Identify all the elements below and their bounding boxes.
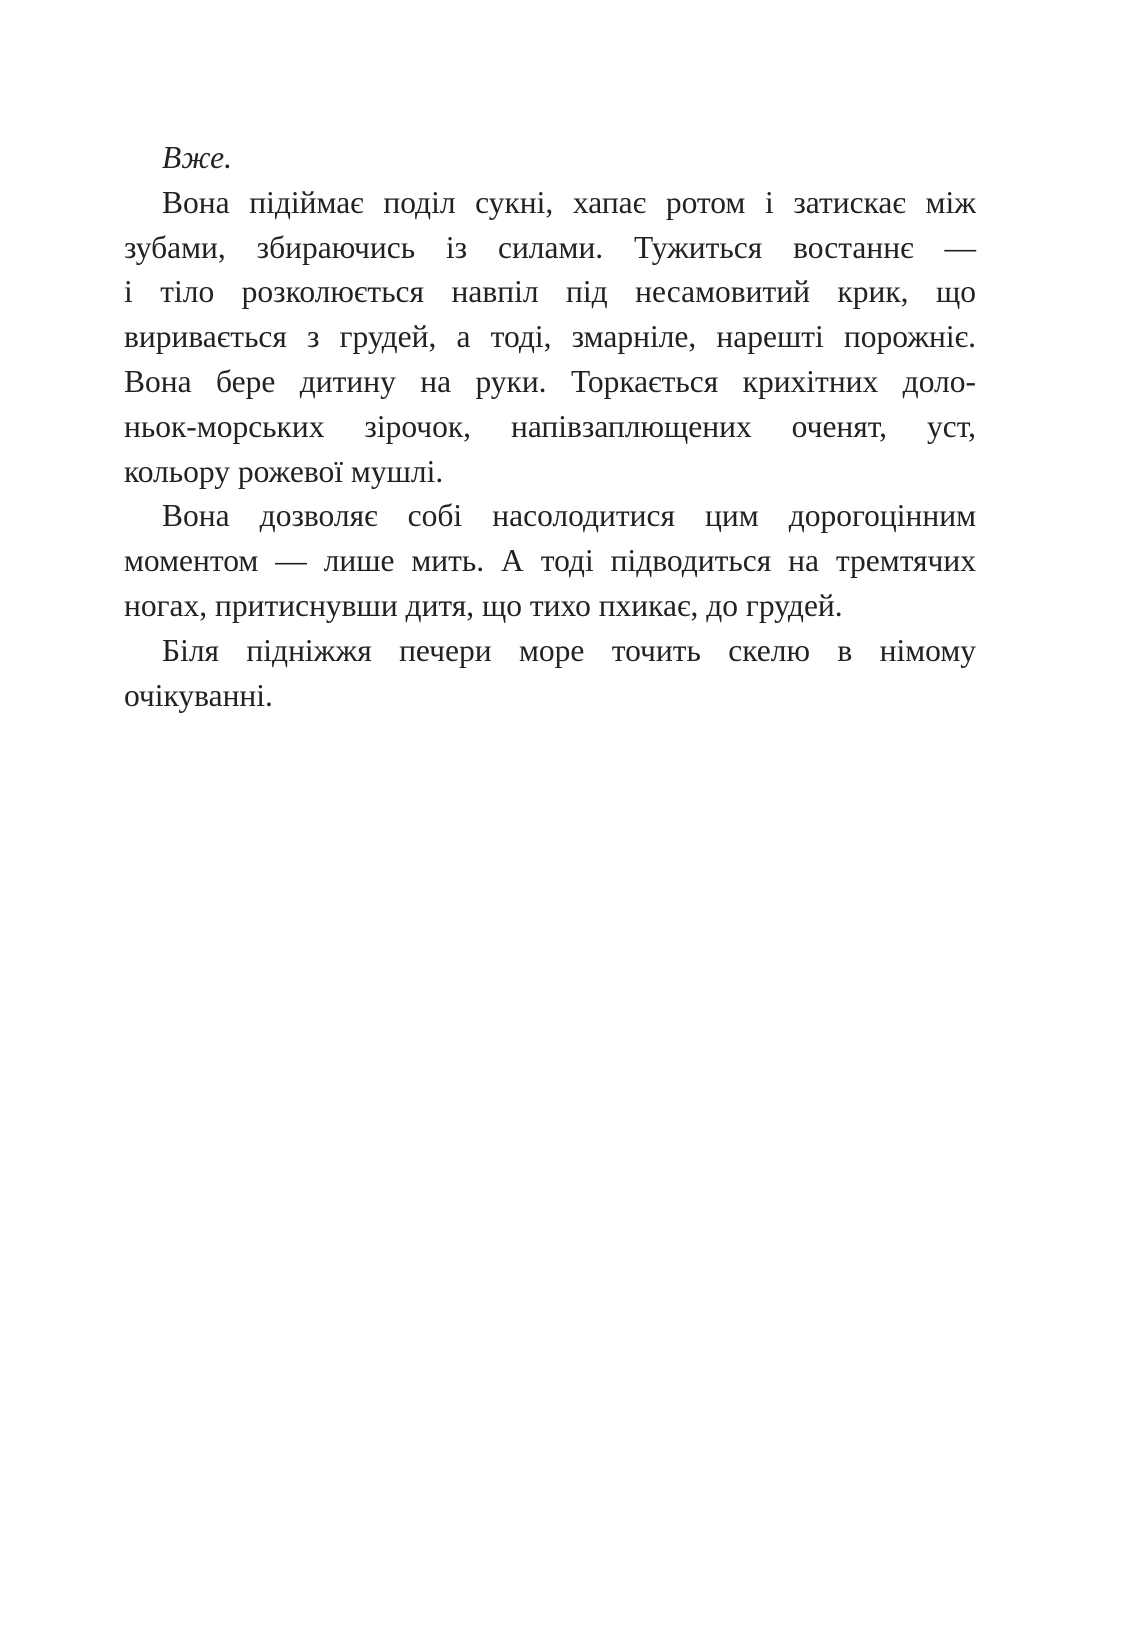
- text-line: очікуванні.: [124, 677, 273, 713]
- paragraph-2: [124, 181, 976, 495]
- text-line: ньок-морських зірочок, напівзаплющених оченят, уст,: [124, 408, 976, 444]
- text-line: моментом — лише мить. А тоді підводиться на тремтячих: [124, 543, 976, 579]
- paragraph-1: [124, 136, 976, 181]
- text-line: Вже.: [162, 140, 232, 175]
- text-line: зубами, збираючись із силами. Тужиться востаннє —: [124, 229, 976, 265]
- text-line: Вона підіймає поділ сукні, хапає ротом і затискає між: [162, 184, 976, 220]
- text-line: виривається з грудей, а тоді, змарніле, нарешті порожніє.: [124, 319, 976, 355]
- paragraph-4: [124, 629, 976, 719]
- text-line: Вона бере дитину на руки. Торкається крихітних доло-: [124, 363, 976, 399]
- text-line: і тіло розколюється навпіл під несамовитий крик, що: [124, 274, 976, 310]
- book-page-text: [124, 136, 976, 718]
- text-line: Біля підніжжя печери море точить скелю в німому: [162, 632, 976, 668]
- text-line: ногах, притиснувши дитя, що тихо пхикає, до грудей.: [124, 587, 843, 623]
- text-line: кольору рожевої мушлі.: [124, 453, 444, 489]
- text-line: Вона дозволяє собі насолодитися цим дорогоцінним: [162, 498, 976, 534]
- paragraph-3: [124, 494, 976, 628]
